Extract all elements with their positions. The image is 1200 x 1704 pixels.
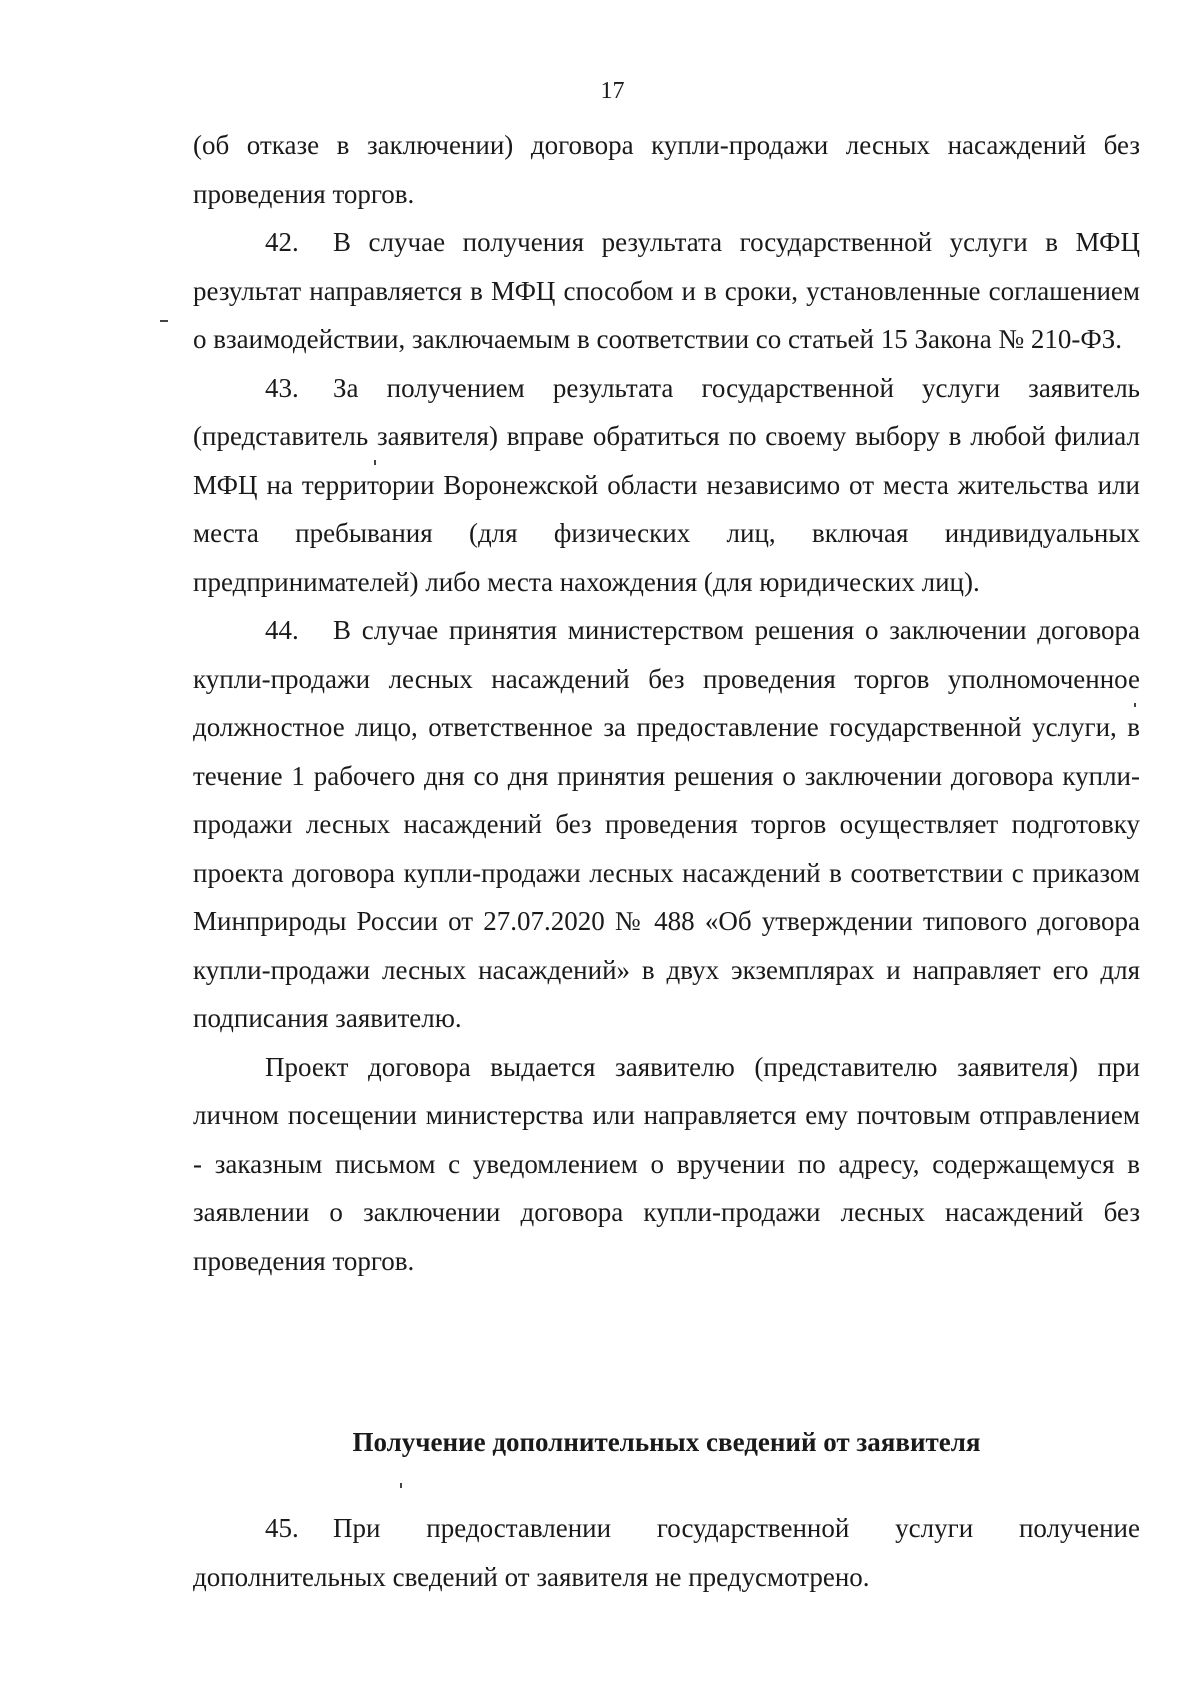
paragraph-text: При предоставлении государственной услуги получение дополнительных сведений от заявителя не предусмотрено. <box>193 1513 1140 1592</box>
scan-speck <box>374 460 376 465</box>
scan-speck <box>400 1483 402 1488</box>
scan-speck <box>160 320 168 322</box>
body-text-top <box>193 121 1140 1285</box>
paragraph-text: В случае получения результата государственной услуги в МФЦ результат направляется в МФЦ способом и в сроки, установленные соглашением о взаимодействии, заключаемым в соответствии со статьей 15 Закона № 210-ФЗ. <box>193 227 1140 354</box>
paragraph-number: 42. <box>265 227 299 257</box>
page-number: 17 <box>600 78 625 104</box>
section-heading: Получение дополнительных сведений от заявителя <box>352 1427 981 1457</box>
paragraph-text: За получением результата государственной услуги заявитель (представитель заявителя) вправе обратиться по своему выбору в любой филиал МФЦ на территории Воронежской области независимо от места жительства или места пребывания (для физических лиц, включая индивидуальных предпринимателей) либо места нахождения (для юридических лиц). <box>193 372 1140 597</box>
scan-speck <box>1134 703 1136 707</box>
paragraph-number: 44. <box>265 615 299 645</box>
paragraph-44-continued: Проект договора выдается заявителю (представителю заявителя) при личном посещении министерства или направляется ему почтовым отправлением - заказным письмом с уведомлением о вручении по адресу, содержащемуся в заявлении о заключении договора купли-продажи лесных насаждений без проведения торгов. <box>193 1051 1140 1276</box>
paragraph-number: 43. <box>265 372 299 403</box>
body-text-bottom <box>193 1504 1140 1601</box>
paragraph-44 <box>193 606 1140 1043</box>
paragraph-45 <box>193 1504 1140 1601</box>
paragraph-number: 45. <box>265 1513 299 1543</box>
paragraph-43 <box>193 364 1140 607</box>
paragraph-text: В случае принятия министерством решения о заключении договора купли-продажи лесных насаждений без проведения торгов уполномоченное должностное лицо, ответственное за предоставление государственной услуги, в течение 1 рабочего дня со дня принятия решения о заключении договора купли-продажи лесных насаждений без проведения торгов осуществляет подготовку проекта договора купли-продажи лесных насаждений в соответствии с приказом Минприроды России от 27.07.2020 № 488 «Об утверждении типового договора купли-продажи лесных насаждений» в двух экземплярах и направляет его для подписания заявителю. <box>193 615 1140 1033</box>
paragraph-41-continuation: (об отказе в заключении) договора купли-продажи лесных насаждений без проведения торгов. <box>193 130 1140 209</box>
paragraph-42 <box>193 218 1140 364</box>
